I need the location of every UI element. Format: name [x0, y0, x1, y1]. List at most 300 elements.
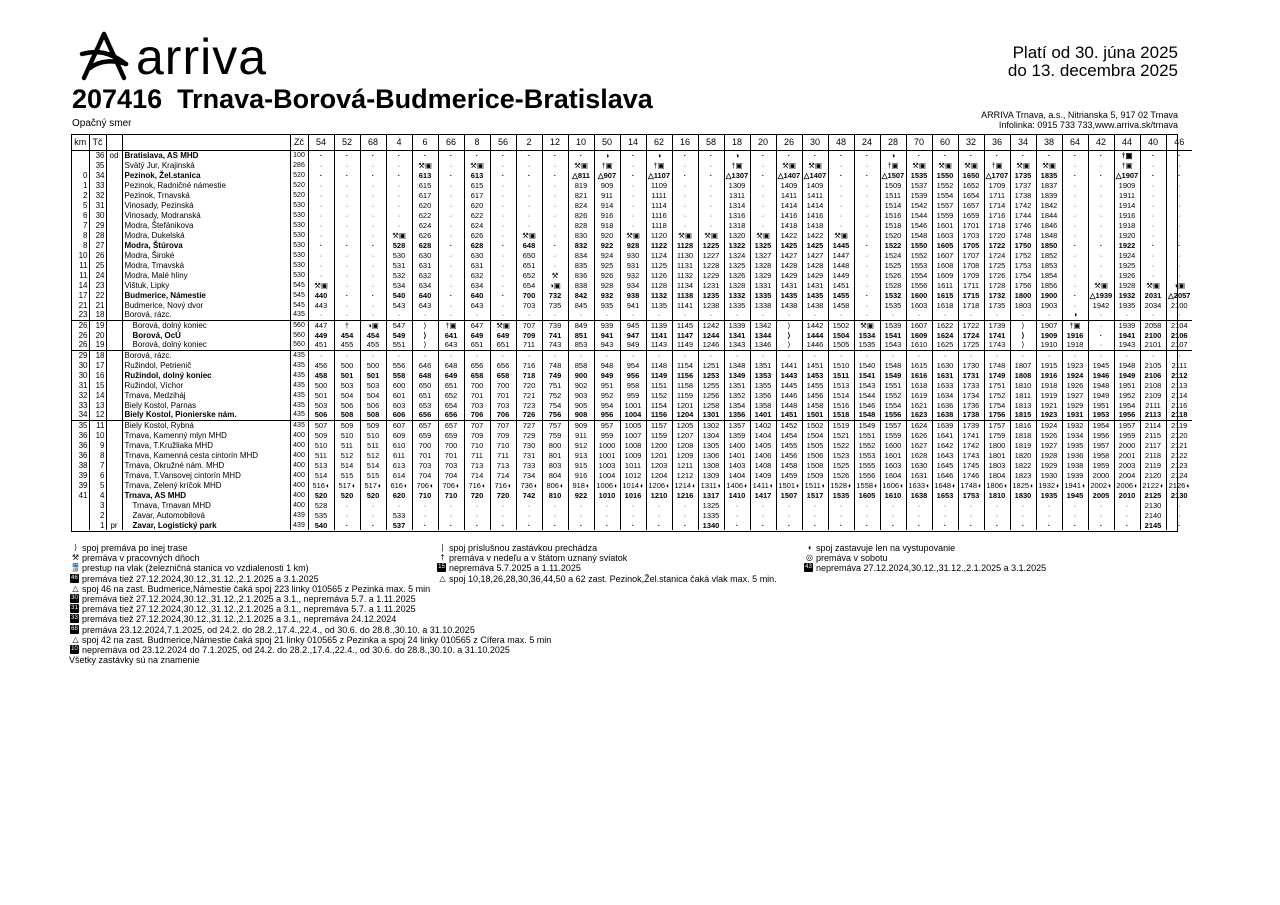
departure-time: ·	[1166, 520, 1192, 530]
departure-time: ⟩	[412, 330, 438, 340]
departure-time: 1304	[698, 430, 724, 440]
departure-time: ·	[308, 200, 334, 210]
departure-time: 1749	[984, 370, 1010, 380]
departure-time: ·	[438, 150, 464, 160]
timetable-row	[72, 220, 1192, 230]
legend-text: nepremáva od 23.12.2024 do 7.1.2025, od 24.2. do 28.2.,17.4.,22.4., od 30.6. do 28.8.,30.10. a 31.10.2025	[82, 645, 510, 656]
route-number: 207416	[72, 84, 163, 114]
departure-time: ⚒▣	[802, 160, 828, 170]
departure-time: ·	[828, 180, 854, 190]
departure-time: 1159	[646, 430, 672, 440]
departure-time: 1505	[828, 340, 854, 350]
departure-time: 1556	[880, 410, 906, 420]
od-cell	[106, 200, 122, 210]
departure-time: 1556	[854, 470, 880, 480]
departure-time: ·	[672, 190, 698, 200]
brand-name: arriva	[136, 29, 268, 85]
departure-time: ·	[438, 350, 464, 360]
departure-time: 652	[516, 270, 542, 280]
departure-time: 1625	[932, 340, 958, 350]
zone-cell: 286	[290, 160, 308, 170]
departure-time: 1452	[776, 420, 802, 430]
departure-time: 2119	[1166, 420, 1192, 430]
departure-time: 1135	[646, 300, 672, 310]
departure-time: ⟩	[412, 340, 438, 350]
departure-time: †▣	[1062, 320, 1088, 330]
departure-time: ·	[698, 310, 724, 320]
departure-time: 1511	[828, 370, 854, 380]
departure-time: ⚒▣	[568, 160, 594, 170]
departure-time: ·	[646, 520, 672, 530]
departure-time: ·	[880, 310, 906, 320]
od-cell	[106, 380, 122, 390]
stop-order-cell: 30	[89, 210, 106, 220]
departure-time: 1417	[750, 490, 776, 500]
km-cell: 32	[78, 390, 88, 400]
departure-time: 1756	[1010, 280, 1036, 290]
departure-time: ◑▣	[542, 280, 568, 290]
km-cell: 36	[78, 440, 88, 450]
legend-symbol-icon: △	[72, 634, 79, 644]
departure-time: ·	[360, 500, 386, 510]
departure-time: 911	[594, 190, 620, 200]
departure-time: ·	[906, 500, 932, 510]
departure-time: 947	[620, 330, 646, 340]
departure-time: ·	[776, 510, 802, 520]
departure-time: 500	[360, 360, 386, 370]
departure-time: 2140	[1140, 510, 1166, 520]
timetable-row	[72, 190, 1192, 200]
od-cell	[106, 460, 122, 470]
timetable-row	[72, 420, 1192, 430]
departure-time: ·	[1062, 170, 1088, 180]
departure-time: 1011	[620, 460, 646, 470]
legend-symbol-icon: †	[440, 553, 445, 563]
legend-item	[436, 553, 777, 563]
departure-time: ·	[386, 180, 412, 190]
departure-time: 1738	[958, 410, 984, 420]
departure-time: 1004	[620, 410, 646, 420]
departure-time: 1756	[984, 410, 1010, 420]
departure-time: 1544	[854, 390, 880, 400]
departure-time: 2003	[1114, 460, 1140, 470]
departure-time: ·	[568, 310, 594, 320]
departure-time: ·	[646, 510, 672, 520]
departure-time: 1311◖	[698, 480, 724, 490]
departure-time: 1735	[1010, 170, 1036, 180]
departure-time: 1638	[932, 410, 958, 420]
departure-time: ·	[1166, 180, 1192, 190]
departure-time: 1615	[932, 290, 958, 300]
trip-number: 36	[984, 135, 1010, 150]
departure-time: ·	[672, 210, 698, 220]
departure-time: 858	[568, 360, 594, 370]
stop-name: Trnava, T.Kružliaka MHD	[122, 440, 290, 450]
stop-order-cell: 32	[89, 190, 106, 200]
departure-time: 704	[438, 470, 464, 480]
departure-time: 1928	[1114, 280, 1140, 290]
departure-time: 1610	[906, 340, 932, 350]
departure-time: 1526	[880, 270, 906, 280]
departure-time: 2120	[1166, 430, 1192, 440]
departure-time: ·	[750, 150, 776, 160]
departure-time: 1654	[958, 190, 984, 200]
departure-time: ·	[1166, 260, 1192, 270]
km-cell: 26	[78, 330, 88, 340]
departure-time: 1309	[698, 470, 724, 480]
departure-time: ·	[880, 520, 906, 530]
departure-time: ·	[568, 150, 594, 160]
departure-time: 1454	[776, 430, 802, 440]
departure-time: 1157	[646, 420, 672, 430]
legend-symbol-icon: 43	[805, 564, 812, 571]
departure-time: 1816	[1010, 420, 1036, 430]
departure-time: ·	[1166, 230, 1192, 240]
departure-time: ·	[1140, 170, 1166, 180]
departure-time: 1745	[958, 460, 984, 470]
departure-time: ·	[776, 150, 802, 160]
departure-time: ·	[906, 310, 932, 320]
departure-time: ·	[568, 510, 594, 520]
departure-time: 533	[386, 510, 412, 520]
departure-time: 1400	[724, 440, 750, 450]
departure-time: ·	[750, 170, 776, 180]
departure-time: ·	[438, 210, 464, 220]
departure-time: ·	[620, 220, 646, 230]
departure-time: 500	[308, 380, 334, 390]
timetable-row	[72, 310, 1192, 320]
departure-time: 741	[542, 330, 568, 340]
departure-time: ·	[854, 230, 880, 240]
departure-time: ·	[360, 240, 386, 250]
departure-time: 1601	[932, 220, 958, 230]
departure-time: ·	[438, 280, 464, 290]
zone-cell: 560	[290, 340, 308, 350]
departure-time: 932	[620, 270, 646, 280]
departure-time: 1309	[724, 180, 750, 190]
departure-time: 1951	[1114, 380, 1140, 390]
departure-time: †▣	[594, 160, 620, 170]
departure-time: ·	[568, 520, 594, 530]
departure-time: 1551	[880, 380, 906, 390]
departure-time: ·	[1088, 310, 1114, 320]
departure-time: ·	[334, 290, 360, 300]
departure-time: 531	[386, 260, 412, 270]
departure-time: ·	[1010, 520, 1036, 530]
departure-time: 1606◖	[880, 480, 906, 490]
departure-time: 632	[412, 270, 438, 280]
departure-time: 517◖	[360, 480, 386, 490]
departure-time: 617	[412, 190, 438, 200]
departure-time: 1451	[802, 360, 828, 370]
departure-time: 1422	[802, 230, 828, 240]
departure-time: 1750	[1010, 240, 1036, 250]
departure-time: 2123	[1166, 460, 1192, 470]
departure-time: 714	[490, 470, 516, 480]
zone-cell: 530	[290, 210, 308, 220]
departure-time: 1528	[880, 280, 906, 290]
stop-name: Pezinok, Trnavská	[122, 190, 290, 200]
departure-time: 938	[620, 290, 646, 300]
departure-time: 1957	[1114, 420, 1140, 430]
timetable-row	[72, 400, 1192, 410]
departure-time: 1622	[932, 320, 958, 330]
departure-time: 504	[360, 390, 386, 400]
departure-time: 1448	[776, 400, 802, 410]
departure-time: 454	[360, 330, 386, 340]
departure-time: 1922	[1114, 240, 1140, 250]
departure-time: ·	[412, 510, 438, 520]
departure-time: 1301	[698, 410, 724, 420]
od-cell	[106, 310, 122, 320]
departure-time: 1552	[906, 250, 932, 260]
legend-text: spoj premáva po inej trase	[82, 543, 188, 553]
departure-time: ·	[1114, 350, 1140, 360]
timetable-row	[72, 350, 1192, 360]
departure-time: ·	[932, 500, 958, 510]
departure-time: 1638	[906, 490, 932, 500]
departure-time: 1251	[698, 360, 724, 370]
departure-time: ·	[386, 500, 412, 510]
departure-time: 2100	[1166, 300, 1192, 310]
departure-time: ⚒▣	[698, 230, 724, 240]
departure-time: ·	[334, 510, 360, 520]
departure-time: 503	[308, 400, 334, 410]
departure-time: 517◖	[334, 480, 360, 490]
stop-name: Modra, Široké	[122, 250, 290, 260]
departure-time: ·	[438, 290, 464, 300]
stop-name: Pezinok, Žel.stanica	[122, 170, 290, 180]
departure-time: ·	[620, 190, 646, 200]
departure-time: 2106	[1140, 370, 1166, 380]
departure-time: 1535	[880, 300, 906, 310]
legend-symbol-icon: 30	[71, 595, 78, 602]
departure-time: 1837	[1036, 180, 1062, 190]
departure-time: ·	[412, 310, 438, 320]
departure-time: 1754	[1010, 270, 1036, 280]
departure-time: 1709	[984, 180, 1010, 190]
trip-number: 66	[438, 135, 464, 150]
departure-time: 1438	[802, 300, 828, 310]
departure-time: ·	[854, 270, 880, 280]
zone-cell: 545	[290, 280, 308, 290]
departure-time: ·	[360, 180, 386, 190]
departure-time: 643	[412, 300, 438, 310]
departure-time: ·	[620, 210, 646, 220]
departure-time: 1526	[828, 470, 854, 480]
departure-time: ·	[490, 280, 516, 290]
departure-time: 1401	[724, 450, 750, 460]
departure-time: 651	[516, 260, 542, 270]
stop-order-cell: 29	[89, 220, 106, 230]
departure-time: ·	[724, 510, 750, 520]
departure-time: 2118	[1140, 450, 1166, 460]
od-cell	[106, 320, 122, 330]
legend-text: spoj zastavuje len na vystupovanie	[816, 543, 956, 553]
stop-name: Modra, Trnavská	[122, 260, 290, 270]
departure-time: 1605	[854, 490, 880, 500]
stop-order-cell: 33	[89, 180, 106, 190]
departure-time: 1929	[1062, 400, 1088, 410]
departure-time: 656	[412, 410, 438, 420]
legend-symbol-icon: ◎	[806, 553, 813, 563]
departure-time: 1548	[906, 230, 932, 240]
departure-time: 720	[516, 380, 542, 390]
trip-number: 40	[1140, 135, 1166, 150]
departure-time: 1958	[1088, 450, 1114, 460]
timetable-row	[72, 250, 1192, 260]
departure-time: 1446	[802, 340, 828, 350]
departure-time: 641	[438, 330, 464, 340]
timetable-row	[72, 260, 1192, 270]
departure-time: 449	[308, 330, 334, 340]
departure-time: 1548	[854, 410, 880, 420]
departure-time: ·	[854, 210, 880, 220]
departure-time: 1544	[906, 210, 932, 220]
stop-order-cell: 15	[89, 380, 106, 390]
departure-time: ⚒▣	[932, 160, 958, 170]
zone-cell: 439	[290, 520, 308, 530]
departure-time: 1806◖	[984, 480, 1010, 490]
od-cell	[106, 500, 122, 510]
departure-time: 532	[386, 270, 412, 280]
departure-time: 520	[308, 490, 334, 500]
departure-time: 513	[308, 460, 334, 470]
departure-time: 1716	[984, 210, 1010, 220]
legend-item	[69, 614, 551, 624]
departure-time: 653	[412, 400, 438, 410]
departure-time: 1540	[854, 360, 880, 370]
departure-time: ·	[620, 500, 646, 510]
legend-symbol-icon: △	[72, 583, 79, 593]
departure-time: 1210	[646, 490, 672, 500]
departure-time: 1939	[1062, 470, 1088, 480]
departure-time: ·	[1036, 500, 1062, 510]
trip-number: 70	[906, 135, 932, 150]
timetable-row	[72, 210, 1192, 220]
departure-time: 2117	[1140, 440, 1166, 450]
departure-time: 1927	[1062, 390, 1088, 400]
departure-time: 1935	[1114, 300, 1140, 310]
departure-time: 649	[464, 330, 490, 340]
departure-time: 506	[360, 400, 386, 410]
od-cell	[106, 430, 122, 440]
km-cell: 11	[79, 270, 88, 280]
departure-time: ◑	[594, 150, 620, 160]
departure-time: 1811	[1010, 390, 1036, 400]
departure-time: 1600	[906, 290, 932, 300]
departure-time: 1351	[750, 360, 776, 370]
departure-time: ·	[1166, 350, 1192, 360]
departure-time: 1941◖	[1062, 480, 1088, 490]
stop-order-cell: 8	[89, 450, 106, 460]
departure-time: 934	[620, 280, 646, 290]
departure-time: 2105	[1140, 360, 1166, 370]
stop-order-cell: 34	[89, 170, 106, 180]
departure-time: ·	[308, 260, 334, 270]
departure-time: ·	[620, 200, 646, 210]
departure-time: 959	[620, 390, 646, 400]
departure-time: 1518	[880, 220, 906, 230]
departure-time: ·	[516, 150, 542, 160]
departure-time: 1404	[750, 430, 776, 440]
zone-cell: 530	[290, 270, 308, 280]
departure-time: 1523	[828, 450, 854, 460]
od-cell	[106, 180, 122, 190]
departure-time: 1553	[906, 260, 932, 270]
departure-time: 1519	[828, 420, 854, 430]
legend-symbol-icon: ⟩	[73, 543, 78, 552]
departure-time: 1344	[750, 330, 776, 340]
departure-time: ·	[1140, 180, 1166, 190]
km-cell: 2	[83, 190, 88, 200]
departure-time: ·	[802, 310, 828, 320]
departure-time: ·	[880, 350, 906, 360]
zone-cell: 100	[290, 150, 308, 160]
departure-time: 1628	[906, 450, 932, 460]
departure-time: 1442	[802, 320, 828, 330]
departure-time: ·	[828, 210, 854, 220]
operator-infoline: Infolinka: 0915 733 733,www.arriva.sk/trnava	[998, 120, 1178, 130]
departure-time: 1550	[906, 240, 932, 250]
departure-time: 628	[412, 240, 438, 250]
departure-time: 1618	[906, 380, 932, 390]
departure-time: †	[334, 320, 360, 330]
departure-time: 509	[360, 420, 386, 430]
trip-number: 32	[958, 135, 984, 150]
stop-name: Modra, Štúrova	[122, 240, 290, 250]
departure-time: ·	[854, 510, 880, 520]
km-cell: 34	[78, 410, 88, 420]
legend-item	[69, 625, 551, 635]
departure-time: 507	[308, 420, 334, 430]
departure-time: ⚒▣	[620, 230, 646, 240]
departure-time: 2034	[1140, 300, 1166, 310]
stop-order-cell: 20	[89, 330, 106, 340]
departure-time: 443	[308, 300, 334, 310]
od-cell	[106, 490, 122, 500]
legend-item	[436, 543, 777, 553]
departure-time: 511	[334, 440, 360, 450]
departure-time: ·	[438, 310, 464, 320]
col-zc: Zč	[290, 135, 308, 150]
departure-time: 1511◖	[802, 480, 828, 490]
departure-time: 514	[334, 460, 360, 470]
departure-time: 1916	[1036, 370, 1062, 380]
trip-number: 20	[750, 135, 776, 150]
od-cell	[106, 220, 122, 230]
col-stop	[122, 135, 290, 150]
departure-time: 1122	[646, 240, 672, 250]
legend-item	[69, 584, 551, 594]
departure-time: 1956	[1088, 430, 1114, 440]
departure-time: 1703	[958, 230, 984, 240]
legend-text: nepremáva 5.7.2025 a 1.11.2025	[449, 563, 581, 574]
departure-time: 703	[438, 460, 464, 470]
zone-cell: 530	[290, 250, 308, 260]
departure-time: 500	[334, 360, 360, 370]
departure-time: 451	[308, 340, 334, 350]
departure-time: ·	[1088, 160, 1114, 170]
timetable-row	[72, 340, 1192, 350]
departure-time: 506	[308, 410, 334, 420]
stop-order-cell: 9	[89, 440, 106, 450]
departure-time: 1317	[698, 490, 724, 500]
departure-time: 1608	[932, 260, 958, 270]
departure-time: 941	[594, 330, 620, 340]
departure-time: 1923	[1062, 360, 1088, 370]
departure-time: ·	[594, 510, 620, 520]
